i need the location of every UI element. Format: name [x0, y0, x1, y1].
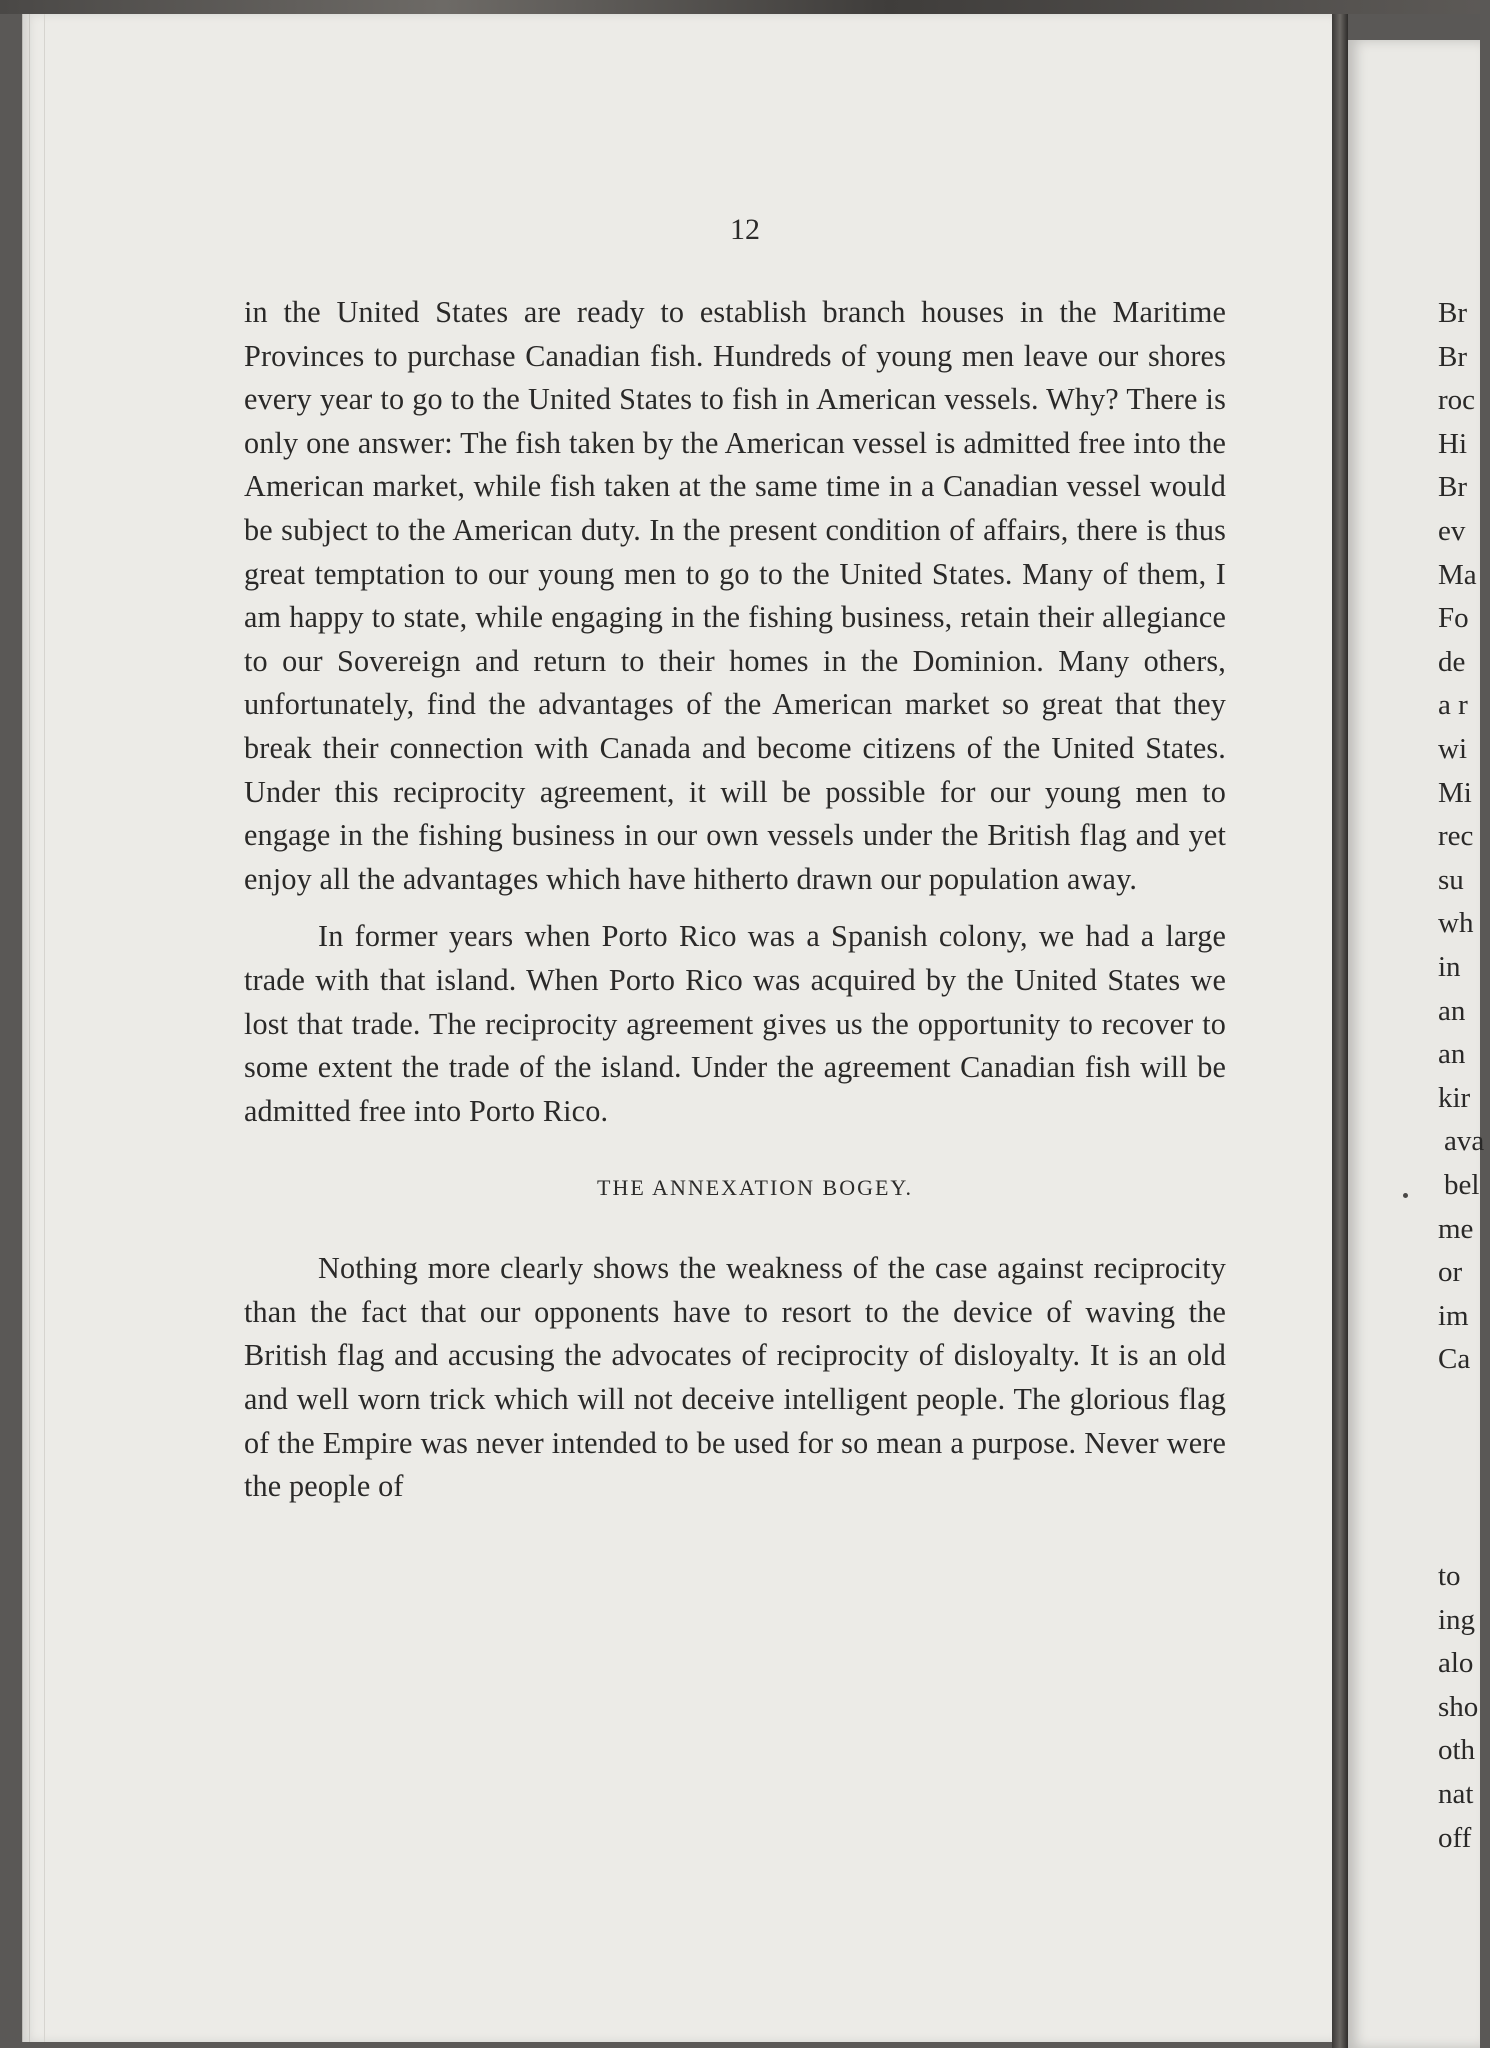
right-page-fragment: ing: [1438, 1603, 1476, 1636]
right-page-fragment: de: [1438, 645, 1466, 678]
right-page-fragment: sho: [1438, 1690, 1479, 1723]
right-page-fragment: wh: [1438, 907, 1474, 940]
right-page-fragment: alo: [1438, 1647, 1474, 1680]
right-page-fragment: bel: [1444, 1169, 1480, 1201]
right-page-fragment: Br: [1438, 340, 1467, 373]
right-page-fragment: nat: [1438, 1778, 1474, 1810]
right-page-fragment: Mi: [1438, 776, 1472, 809]
right-page-fragment: Br: [1438, 297, 1467, 329]
right-page-fragment: Fo: [1438, 602, 1469, 635]
right-page-fragment: off: [1438, 1821, 1472, 1854]
scan-speck: [1403, 1193, 1408, 1198]
right-page-fragment: to: [1438, 1560, 1461, 1592]
right-page-fragment: kir: [1438, 1081, 1471, 1114]
right-page-fragment: an: [1438, 994, 1466, 1027]
section-heading: THE ANNEXATION BOGEY.: [597, 1175, 913, 1201]
right-page-fragment: su: [1438, 863, 1464, 896]
right-page-fragment: me: [1438, 1212, 1474, 1245]
right-page-fragment: a r: [1438, 689, 1468, 722]
right-page-fragment: an: [1438, 1038, 1466, 1071]
right-page-fragment: roc: [1438, 384, 1476, 417]
right-page-fragment: im: [1438, 1299, 1469, 1332]
page-edge-lines: [29, 14, 45, 2042]
paragraph-gap: [244, 901, 1226, 915]
right-page-fragment: Br: [1438, 471, 1467, 504]
paragraph-fishing-young-men: in the United States are ready to establish branch houses in the Maritime Provinces to purchase Canadian fish. Hundreds of young men leave our shores every year to go to the United States to fish in American vessels. Why? There is only one answer: The fish taken by the American vessel is admitted free into the American market, while fish taken at the same time in a Canadian vessel would be subject to the American duty. In the present condition of affairs, there is thus great temptation to our young men to go to the United States. Many of them, I am happy to state, while engaging in the fishing business, retain their allegiance to our Sovereign and return to their homes in the Dominion. Many others, unfortunately, find the advantages of the American market so great that they break their connection with Canada and become citizens of the United States. Under this reciprocity agreement, it will be possible for our young men to engage in the fishing business in our own vessels under the British flag and yet enjoy all the advantages which have hitherto drawn our population away.: [244, 295, 1226, 896]
book-gutter: [1332, 14, 1348, 2048]
page-number: 12: [730, 213, 760, 246]
right-page-fragment: ava: [1444, 1125, 1485, 1158]
paragraph-annexation-bogey: Nothing more clearly shows the weakness of the case against reciprocity than the fact that our opponents have to resort to the device of waving the British flag and accusing the advocates of reciprocity of disloyalty. It is an old and well worn trick which will not deceive intelligent people. The glorious flag of the Empire was never intended to be used for so mean a purpose. Never were the people of: [244, 1251, 1226, 1504]
right-page-fragment: ev: [1438, 515, 1466, 547]
heading-gap: [244, 1209, 1226, 1247]
right-page-fragment: wi: [1438, 733, 1467, 765]
right-page-fragment: Ca: [1438, 1343, 1471, 1376]
right-page-fragment: or: [1438, 1256, 1463, 1289]
right-page-fragment: rec: [1438, 820, 1474, 853]
right-page-partial: [1348, 40, 1485, 2048]
page-body: [244, 291, 1226, 1509]
paragraph-porto-rico: In former years when Porto Rico was a Spanish colony, we had a large trade with that island. When Porto Rico was acquired by the United States we lost that trade. The reciprocity agreement gives us the opportunity to recover to some extent the trade of the island. Under the agreement Canadian fish will be admitted free into Porto Rico.: [244, 919, 1226, 1128]
right-page-fragment: Hi: [1438, 427, 1467, 460]
right-page-fragment: oth: [1438, 1734, 1476, 1767]
right-page-fragment: in: [1438, 951, 1461, 983]
scan-top-edge: [0, 0, 1480, 14]
right-page-fragment: Ma: [1438, 558, 1477, 591]
